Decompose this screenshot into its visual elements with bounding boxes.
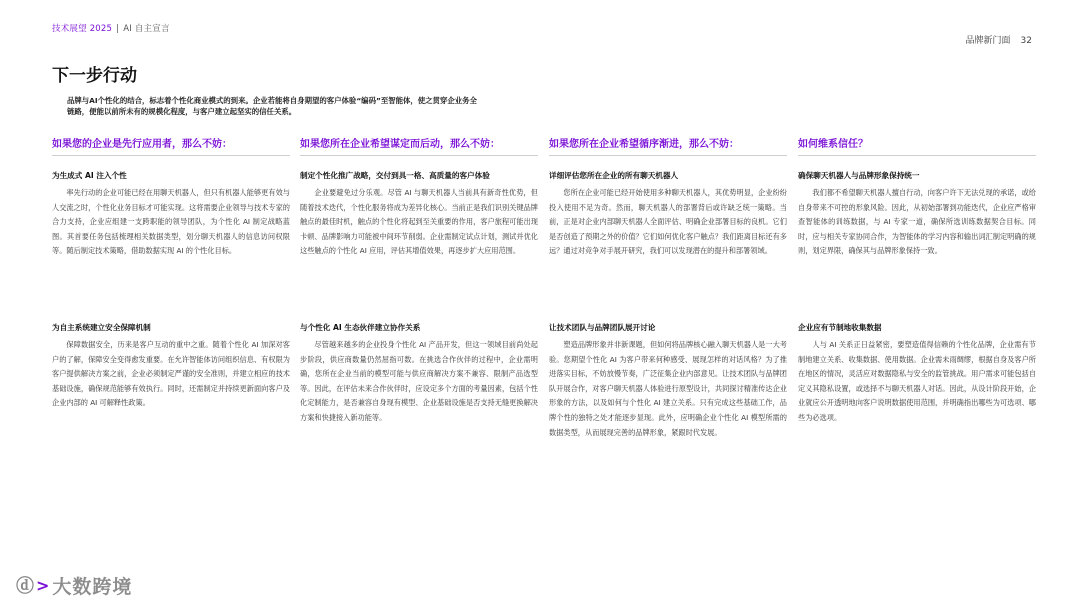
section-block bbox=[52, 170, 290, 259]
section-block bbox=[798, 170, 1036, 259]
column-gradual bbox=[549, 135, 787, 495]
section-title: 为自主系统建立安全保障机制 bbox=[52, 323, 151, 332]
section-body: 我们都不希望聊天机器人擅自行动，向客户许下无法兑现的承诺，或给自身带来不可控的形象风险。因此，从初始部署到功能迭代，企业应严格审查智能体的训练数据，与 AI 专家一道，确保所选训练数据契合目标。同时，应与相关专家协同合作，为智能体的学习内容和输出词汇制定明确的规则，划定界限，确保其与品牌形象保持一致。 bbox=[798, 188, 1036, 256]
section-body: 保障数据安全，历来是客户互动的重中之重。随着个性化 AI 加深对客户的了解，保障安全变得愈发重要。在允许智能体访问组织信息、有权限为客户提供解决方案之前，企业必须制定严谨的安全准则，并建立相应的技术基础设施，确保规范能够有效执行。同时，还需制定并持续更新面向客户及企业内部的 AI 可解释性政策。 bbox=[52, 340, 290, 408]
section-body: 塑造品牌形象并非新课题，但如何将品牌核心融入聊天机器人是一大考验。您期望个性化 AI 为客户带来何种感受、展现怎样的对话风格？为了推进落实目标，不妨放慢节奏，广泛征集企业内部意见。让技术团队与品牌团队开展合作，对客户聊天机器人体验进行原型设计，共同探讨精准传达企业形象的方法，以及如何与个性化 AI 建立关系。只有完成这些基础工作，品牌个性的独特之处才能逐步显现。此外，应明确企业个性化 AI 模型所需的数据类型，从而展现完善的品牌形象，紧跟时代发展。 bbox=[549, 340, 787, 437]
section-body: 人与 AI 关系正日益紧密，要塑造值得信赖的个性化品牌，企业需有节制地建立关系、收集数据、使用数据。企业需未雨绸缪，根据自身及客户所在地区的情况，灵活应对数据隐私与安全的监管挑战。用户需求可能包括自定义其隐私设置，或选择不与聊天机器人对话。因此，从设计阶段开始，企业就应公开透明地向客户说明数据使用范围，并明确指出哪些为可选项、哪些为必选项。 bbox=[798, 340, 1036, 422]
column-heading: 如果您的企业是先行应用者，那么不妨： bbox=[52, 135, 290, 156]
column-maintain-trust bbox=[798, 135, 1036, 465]
section-block bbox=[300, 170, 538, 259]
report-header bbox=[52, 22, 170, 34]
section-title: 企业应有节制地收集数据 bbox=[798, 323, 882, 332]
section-title: 详细评估您所在企业的所有聊天机器人 bbox=[549, 171, 679, 180]
section-title: 确保聊天机器人与品牌形象保持统一 bbox=[798, 171, 920, 180]
column-early-adopter bbox=[52, 135, 290, 465]
column-heading: 如果您所在企业希望循序渐进，那么不妨： bbox=[549, 135, 787, 156]
section-title: 与个性化 AI 生态伙伴建立协作关系 bbox=[300, 323, 421, 332]
page-title: 下一步行动 bbox=[52, 66, 137, 86]
section-body: 您所在企业可能已经开始使用多种聊天机器人，其优势明显，企业纷纷投入使用不足为奇。然而，聊天机器人的部署背后或许缺乏统一策略。当前，正是对企业内部聊天机器人全面评估、明确企业部署目标的良机。它们是否创造了预期之外的价值？它们如何优化客户触点？我们距离目标还有多远？通过对竞争对手展开研究，我们可以发现潜在的提升和部署领域。 bbox=[549, 188, 787, 256]
section-name: 品牌新门面 bbox=[965, 36, 1011, 46]
column-deliberate bbox=[300, 135, 538, 465]
watermark-logo bbox=[16, 570, 132, 600]
section-block bbox=[549, 322, 787, 440]
report-name: 技术展望 2025 bbox=[52, 24, 113, 34]
section-body: 尽管越来越多的企业投身个性化 AI 产品开发，但这一领域目前尚处起步阶段，供应商数量仍然屈指可数。在挑选合作伙伴的过程中，企业需明确，您所在企业当前的模型可能与供应商解决方案不兼容、限制产品选型等。因此，在评估未来合作伙伴时，应设定多个方面的考量因素，包括个性化定制能力，是否兼容自身现有模型、企业基础设施是否支持无缝更换解决方案和快捷接入新功能等。 bbox=[300, 340, 538, 422]
section-block bbox=[549, 170, 787, 259]
intro-paragraph: 品牌与AI个性化的结合，标志着个性化商业模式的到来。企业若能将自身期望的客户体验“编码”至智能体，使之贯穿企业务全链路，便能以前所未有的规模化程度，与客户建立起坚实的信任关系。 bbox=[67, 96, 477, 116]
page-number: 32 bbox=[1020, 36, 1032, 46]
chevron-right-icon: > bbox=[36, 575, 50, 595]
section-body: 企业要避免过分乐观。尽管 AI 与聊天机器人当前具有新奇性优势，但随着技术迭代，个性化服务将成为差异化核心。当前正是我们识别关键品牌触点的最佳时机，触点的个性化将起到至关重要的作用，客户旅程可能出现卡顿、品牌影响力可能被中间环节削弱。企业需制定试点计划，测试并优化这些触点的个性化 AI 应用，评估其增值效果，再逐步扩大应用范围。 bbox=[300, 188, 538, 256]
watermark-text: 大数跨境 bbox=[52, 575, 133, 598]
column-heading: 如果您所在企业希望谋定而后动，那么不妨： bbox=[300, 135, 538, 156]
section-block bbox=[52, 322, 290, 411]
header-separator: | bbox=[116, 24, 120, 34]
section-header bbox=[966, 33, 1032, 46]
report-subtitle: AI 自主宣言 bbox=[123, 24, 170, 34]
section-title: 为生成式 AI 注入个性 bbox=[52, 171, 127, 180]
watermark-mark-icon: ⓓ bbox=[16, 576, 34, 597]
section-body: 率先行动的企业可能已经在用聊天机器人，但只有机器人能够更有效与人交流之时，个性化业务目标才可能实现。这将需要企业领导与技术专家的合力支持，企业应组建一支跨职能的领导团队，为个性化 AI 制定战略蓝图。其首要任务包括梳理相关数据类型，划分聊天机器人的信息访问权限等。随后制定技术策略，借助数据实现 AI 的个性化目标。 bbox=[52, 188, 290, 256]
column-heading: 如何维系信任？ bbox=[798, 135, 1036, 156]
section-title: 让技术团队与品牌团队展开讨论 bbox=[549, 323, 656, 332]
section-title: 制定个性化推广战略，交付到具一格、高质量的客户体验 bbox=[300, 171, 490, 180]
section-block bbox=[300, 322, 538, 426]
section-block bbox=[798, 322, 1036, 426]
